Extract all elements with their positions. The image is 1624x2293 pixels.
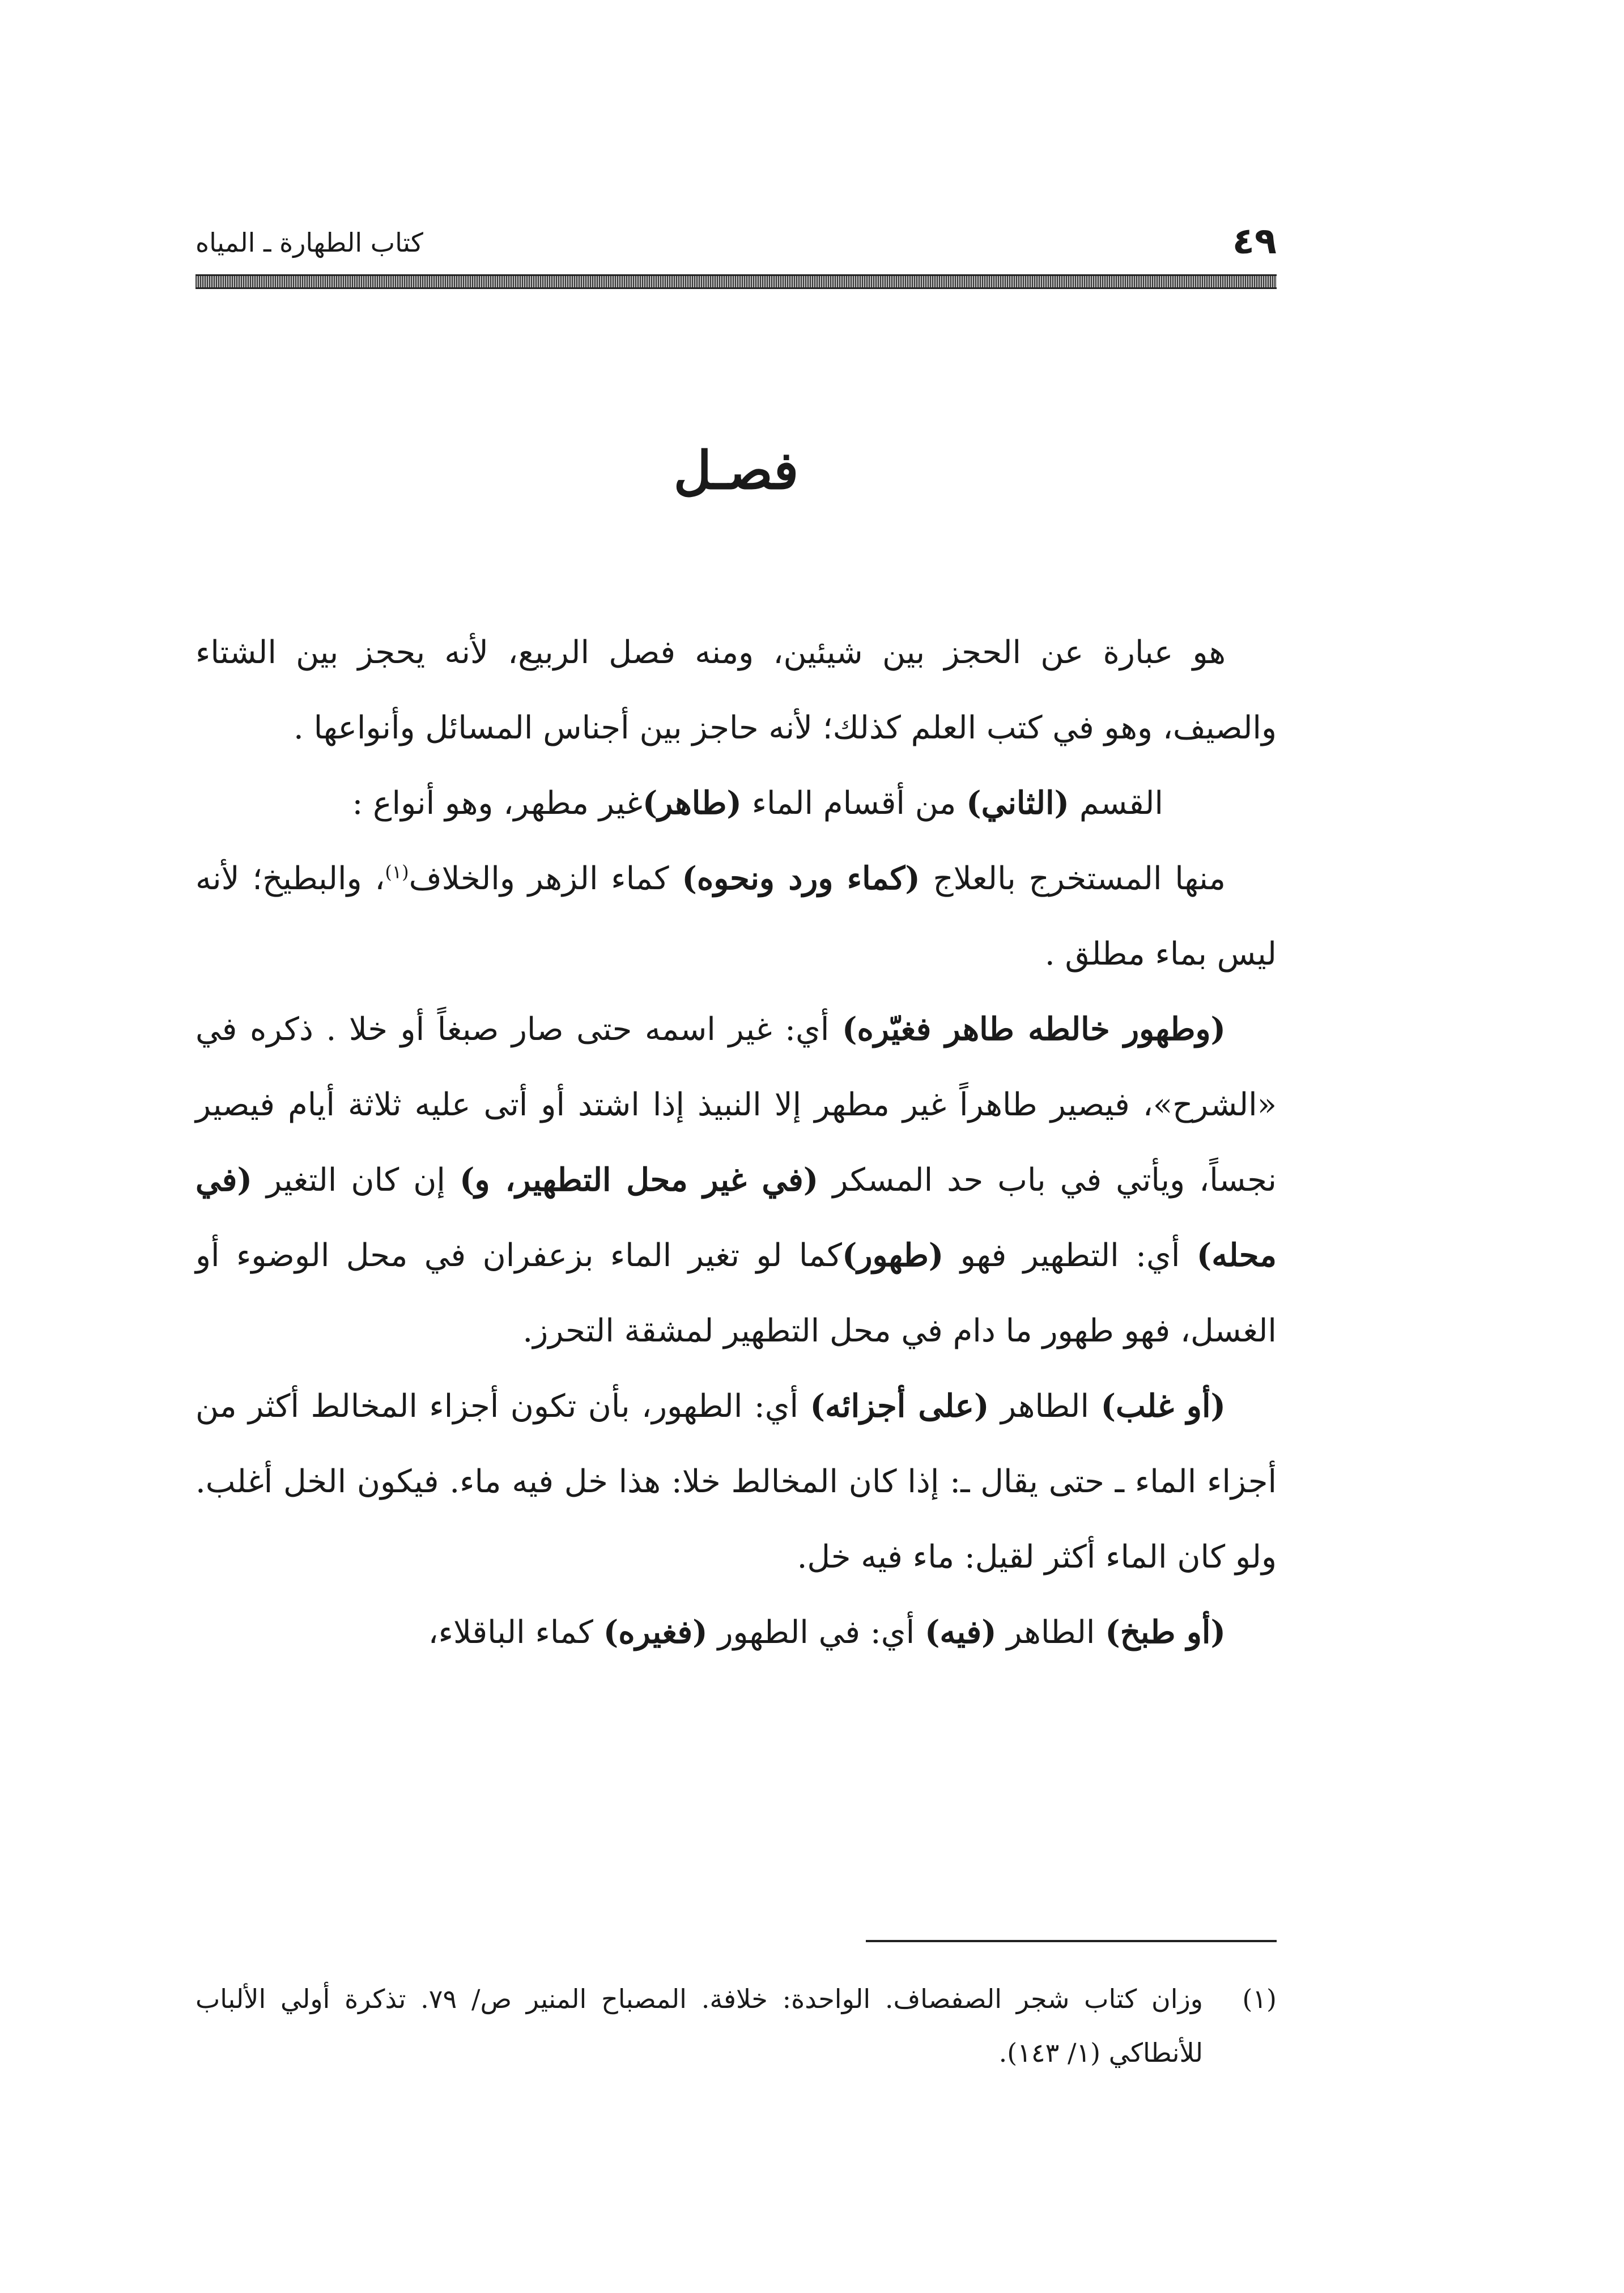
paragraph-mixed-water (195, 992, 1277, 1369)
header-divider (195, 274, 1277, 289)
page-number: ٤٩ (1232, 220, 1277, 262)
footnote-marker: (١) (1242, 1984, 1277, 2014)
paragraph-cooked-water (195, 1595, 1277, 1670)
text-run: كماء الباقلاء، (428, 1614, 603, 1651)
text-run: الطاهر (996, 1614, 1106, 1651)
main-text (195, 615, 1277, 1670)
matn-phrase: (فغيره) (603, 1613, 708, 1651)
footnotes (195, 1972, 1277, 2080)
matn-phrase: (أو طبخ) (1105, 1613, 1226, 1651)
chapter-title: كتاب الطهارة ـ المياه (195, 227, 423, 258)
running-header (195, 221, 1277, 266)
matn-phrase: (طهور) (841, 1237, 944, 1274)
matn-phrase: (على أجزائه) (810, 1387, 989, 1425)
footnote-divider (866, 1940, 1277, 1942)
matn-phrase: (كماء ورد ونحوه) (682, 860, 920, 897)
matn-phrase: (في غير محل التطهير، و) (460, 1161, 819, 1199)
matn-phrase: (وطهور خالطه طاهر فغيّره) (842, 1010, 1226, 1048)
text-run: الطاهر (989, 1388, 1101, 1425)
text-run: كماء الزهر والخلاف (409, 860, 682, 897)
paragraph-definition: هو عبارة عن الحجز بين شيئين، ومنه فصل الربيع، لأنه يحجز بين الشتاء والصيف، وهو في كتب العلم كذلك؛ لأنه حاجز بين أجناس المسائل وأنواعها . (195, 634, 1277, 746)
text-run: أي: التطهير فهو (943, 1237, 1197, 1274)
text-run: ، والبطيخ؛ لأنه ليس بماء مطلق . (195, 860, 1277, 973)
text-run: أي: غير اسمه حتى صار صبغاً أو خلا . ذكره في «الشرح»، فيصير طاهراً غير مطهر إلا النبيذ إذا اشتد أو أتى عليه ثلاثة أيام فيصير نجساً، ويأتي في باب حد المسكر (195, 1011, 1277, 1199)
text-run: غير مطهر، وهو أنواع : (352, 785, 643, 822)
paragraph-second-section (195, 766, 1277, 841)
text-run: أي: في الطهور (707, 1614, 925, 1651)
footnote-reference: (١) (385, 861, 409, 883)
matn-phrase: (أو غلب) (1100, 1387, 1226, 1425)
paragraph-extracted-water (195, 841, 1277, 992)
matn-phrase: (فيه) (924, 1613, 997, 1651)
section-title: فصـل (673, 440, 799, 501)
text-run: من أقسام الماء (741, 785, 967, 822)
text-run: إن كان التغير (252, 1162, 460, 1199)
matn-phrase: (الثاني) (966, 784, 1070, 822)
text-run: القسم (1069, 785, 1163, 822)
text-run: منها المستخرج بالعلاج (920, 860, 1226, 897)
matn-phrase: (في محله) (195, 1161, 1277, 1274)
text-run: كما لو تغير الماء بزعفران في محل الوضوء أو الغسل، فهو طهور ما دام في محل التطهير لمشقة التحرز. (195, 1237, 1277, 1349)
footnote-item (195, 1972, 1277, 2080)
paragraph-dominant-mixture (195, 1369, 1277, 1595)
matn-phrase: (طاهر) (642, 784, 742, 822)
text-run: أي: الطهور، بأن تكون أجزاء المخالط أكثر من أجزاء الماء ـ حتى يقال ـ: إذا كان المخالط خلا: هذا خل فيه ماء. فيكون الخل أغلب. ولو كان الماء أكثر لقيل: ماء فيه خل. (195, 1388, 1277, 1576)
footnote-text: وزان كتاب شجر الصفصاف. الواحدة: خلافة. المصباح المنير ص/ ٧٩. تذكرة أولي الألباب للأنطاكي (١/ ١٤٣). (195, 1984, 1203, 2068)
